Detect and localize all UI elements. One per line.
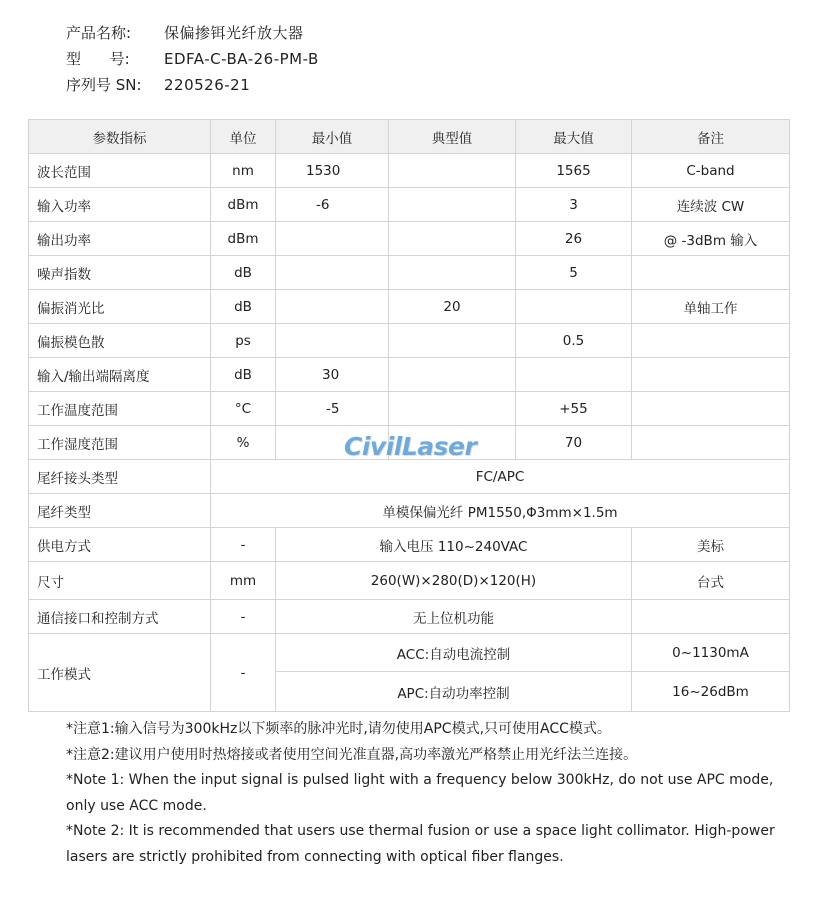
cell-param: 输入/输出端隔离度	[29, 358, 211, 392]
cell-min	[276, 222, 389, 256]
table-row	[29, 358, 790, 392]
notes-section	[66, 717, 806, 870]
note-2-cn: *注意2:建议用户使用时热熔接或者使用空间光准直器,高功率激光严格禁止用光纤法兰连接。	[66, 746, 638, 763]
table-row	[29, 460, 790, 494]
cell-typ	[389, 222, 516, 256]
cell-unit: -	[211, 600, 276, 634]
cell-power-value: 输入电压 110~240VAC	[276, 528, 632, 562]
note-1-cn: *注意1:输入信号为300kHz以下频率的脉冲光时,请勿使用APC模式,只可使用ACC模式。	[66, 721, 611, 737]
cell-max: 5	[516, 256, 632, 290]
model-label: 型 号:	[66, 50, 130, 68]
cell-acc-mode: ACC:自动电流控制	[276, 634, 632, 672]
table-row	[29, 562, 790, 600]
spec-table	[28, 119, 790, 712]
cell-max	[516, 358, 632, 392]
cell-max: 26	[516, 222, 632, 256]
cell-unit: mm	[211, 562, 276, 600]
cell-note	[632, 600, 790, 634]
cell-note: @ -3dBm 输入	[632, 222, 790, 256]
cell-param: 输入功率	[29, 188, 211, 222]
table-row	[29, 188, 790, 222]
cell-min: -6	[276, 188, 389, 222]
note-2-en: *Note 2: It is recommended that users use thermal fusion or use a space light collimator. High-power lasers are strictly prohibited from connecting with optical fiber flanges.	[66, 823, 775, 865]
cell-param: 尾纤类型	[29, 494, 211, 528]
product-name-label: 产品名称:	[66, 24, 132, 42]
serial-value: 220526-21	[164, 76, 251, 94]
cell-note	[632, 324, 790, 358]
table-row	[29, 494, 790, 528]
header-param: 参数指标	[29, 120, 211, 154]
cell-unit: dB	[211, 290, 276, 324]
cell-min: 1530	[276, 154, 389, 188]
cell-max: 0.5	[516, 324, 632, 358]
cell-unit: %	[211, 426, 276, 460]
note-1-en: *Note 1: When the input signal is pulsed light with a frequency below 300kHz, do not use APC mode, only use ACC mode.	[66, 772, 774, 814]
table-row	[29, 392, 790, 426]
table-row	[29, 634, 790, 672]
cell-param: 工作温度范围	[29, 392, 211, 426]
cell-unit: °C	[211, 392, 276, 426]
cell-typ	[389, 256, 516, 290]
cell-note: 台式	[632, 562, 790, 600]
cell-apc-mode: APC:自动功率控制	[276, 672, 632, 712]
cell-connector-value: FC/APC	[211, 460, 790, 494]
cell-unit: dB	[211, 358, 276, 392]
header-min: 最小值	[276, 120, 389, 154]
cell-max	[516, 290, 632, 324]
cell-max: +55	[516, 392, 632, 426]
cell-param: 偏振消光比	[29, 290, 211, 324]
cell-unit: dBm	[211, 222, 276, 256]
cell-min	[276, 324, 389, 358]
cell-param: 工作湿度范围	[29, 426, 211, 460]
cell-note	[632, 392, 790, 426]
header-note: 备注	[632, 120, 790, 154]
cell-param: 尺寸	[29, 562, 211, 600]
cell-unit: nm	[211, 154, 276, 188]
cell-param: 偏振模色散	[29, 324, 211, 358]
cell-note: 美标	[632, 528, 790, 562]
table-row	[29, 222, 790, 256]
product-name-value: 保偏掺铒光纤放大器	[164, 24, 304, 42]
cell-apc-note: 16~26dBm	[632, 672, 790, 712]
cell-max: 70	[516, 426, 632, 460]
model-value: EDFA-C-BA-26-PM-B	[164, 50, 319, 68]
cell-size-value: 260(W)×280(D)×120(H)	[276, 562, 632, 600]
cell-param: 工作模式	[29, 634, 211, 712]
cell-param: 噪声指数	[29, 256, 211, 290]
cell-max: 3	[516, 188, 632, 222]
cell-note: C-band	[632, 154, 790, 188]
cell-typ	[389, 324, 516, 358]
serial-label: 序列号 SN:	[66, 76, 142, 94]
table-row	[29, 324, 790, 358]
header-typ: 典型值	[389, 120, 516, 154]
cell-fiber-value: 单模保偏光纤 PM1550,Φ3mm×1.5m	[211, 494, 790, 528]
cell-max: 1565	[516, 154, 632, 188]
cell-note: 连续波 CW	[632, 188, 790, 222]
cell-min: 30	[276, 358, 389, 392]
cell-typ	[389, 392, 516, 426]
table-row	[29, 256, 790, 290]
cell-unit: dBm	[211, 188, 276, 222]
cell-comm-value: 无上位机功能	[276, 600, 632, 634]
civillaser-watermark: CivilLaser	[344, 432, 477, 461]
cell-acc-note: 0~1130mA	[632, 634, 790, 672]
cell-typ	[389, 358, 516, 392]
table-row	[29, 290, 790, 324]
table-header-row	[29, 120, 790, 154]
cell-note	[632, 358, 790, 392]
table-row	[29, 600, 790, 634]
cell-note	[632, 426, 790, 460]
model-row	[66, 46, 319, 72]
header-max: 最大值	[516, 120, 632, 154]
product-name-row	[66, 20, 319, 46]
cell-typ	[389, 188, 516, 222]
table-row	[29, 154, 790, 188]
cell-param: 供电方式	[29, 528, 211, 562]
cell-min: -5	[276, 392, 389, 426]
cell-param: 尾纤接头类型	[29, 460, 211, 494]
cell-unit: dB	[211, 256, 276, 290]
cell-typ: 20	[389, 290, 516, 324]
cell-note	[632, 256, 790, 290]
cell-unit: -	[211, 528, 276, 562]
serial-row	[66, 72, 319, 98]
cell-typ	[389, 154, 516, 188]
cell-param: 通信接口和控制方式	[29, 600, 211, 634]
table-row	[29, 528, 790, 562]
cell-param: 波长范围	[29, 154, 211, 188]
cell-unit: -	[211, 634, 276, 712]
cell-min	[276, 290, 389, 324]
cell-min	[276, 256, 389, 290]
product-header	[66, 20, 319, 98]
cell-note: 单轴工作	[632, 290, 790, 324]
header-unit: 单位	[211, 120, 276, 154]
cell-param: 输出功率	[29, 222, 211, 256]
cell-unit: ps	[211, 324, 276, 358]
